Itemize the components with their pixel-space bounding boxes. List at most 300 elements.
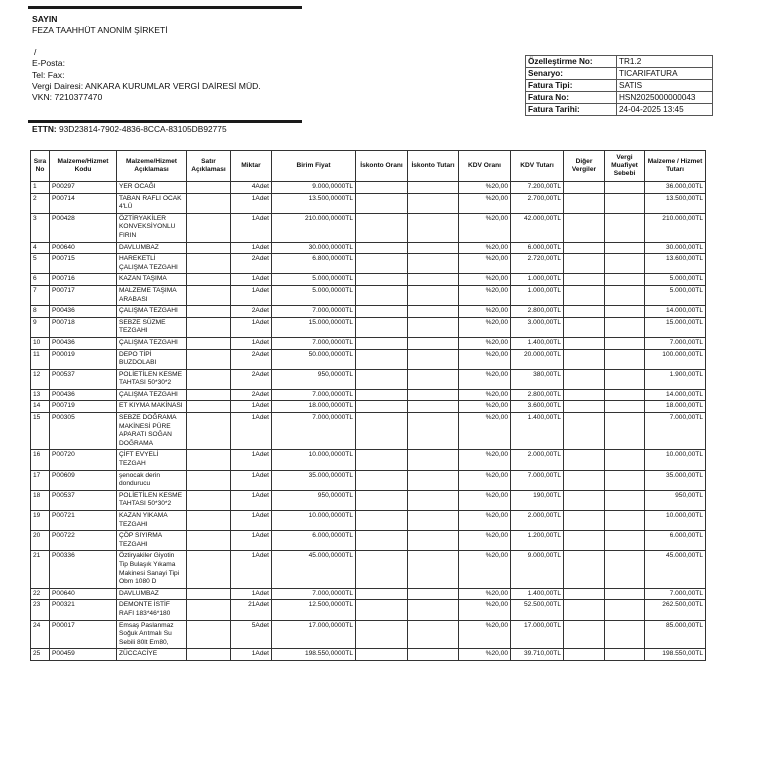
table-cell: P00715: [50, 254, 117, 274]
ettn-value: 93D23814-7902-4836-8CCA-83105DB92775: [58, 124, 227, 134]
table-cell: 7: [31, 285, 50, 305]
table-cell: 42.000,00TL: [511, 213, 564, 242]
table-cell: YER OCAĞI: [117, 182, 187, 194]
table-cell: 1.400,00TL: [511, 588, 564, 600]
table-cell: [605, 254, 645, 274]
table-cell: 1.000,00TL: [511, 285, 564, 305]
table-cell: 1.000,00TL: [511, 274, 564, 286]
table-cell: [605, 649, 645, 661]
table-cell: 10: [31, 337, 50, 349]
table-cell: 30.000,00TL: [645, 242, 706, 254]
table-cell: 2Adet: [231, 369, 272, 389]
table-cell: [564, 413, 605, 450]
table-cell: 11: [31, 349, 50, 369]
table-cell: [408, 470, 459, 490]
meta-row: [526, 68, 713, 80]
table-cell: [605, 470, 645, 490]
table-cell: [605, 182, 645, 194]
table-cell: 35.000,00TL: [645, 470, 706, 490]
table-cell: [605, 511, 645, 531]
meta-value: 24-04-2025 13:45: [617, 104, 713, 116]
table-cell: [408, 450, 459, 470]
column-header: Miktar: [231, 151, 272, 182]
table-cell: [356, 182, 408, 194]
table-cell: [187, 193, 231, 213]
column-header: İskonto Oranı: [356, 151, 408, 182]
table-cell: 2.000,00TL: [511, 511, 564, 531]
table-cell: 17.000,0000TL: [272, 620, 356, 649]
table-cell: 13.600,00TL: [645, 254, 706, 274]
table-cell: ET KIYMA MAKİNASI: [117, 401, 187, 413]
table-row: [31, 413, 706, 450]
table-cell: [564, 490, 605, 510]
table-cell: 50.000,0000TL: [272, 349, 356, 369]
table-cell: 9.000,0000TL: [272, 182, 356, 194]
table-cell: 13.500,0000TL: [272, 193, 356, 213]
table-cell: [564, 254, 605, 274]
table-cell: 1Adet: [231, 588, 272, 600]
table-cell: [564, 285, 605, 305]
table-cell: [408, 511, 459, 531]
table-row: [31, 274, 706, 286]
table-cell: Öztiryakiler Giyotin Tip Bulaşık Yıkama Makinesi Sanayi Tipi Obm 1080 D: [117, 551, 187, 588]
table-cell: [605, 413, 645, 450]
table-cell: P00609: [50, 470, 117, 490]
table-cell: [408, 551, 459, 588]
table-cell: [356, 306, 408, 318]
column-header: KDV Tutarı: [511, 151, 564, 182]
table-cell: %20,00: [459, 401, 511, 413]
table-cell: [187, 213, 231, 242]
table-cell: 45.000,0000TL: [272, 551, 356, 588]
table-cell: [564, 531, 605, 551]
table-cell: 2.800,00TL: [511, 306, 564, 318]
table-cell: %20,00: [459, 285, 511, 305]
table-cell: P00716: [50, 274, 117, 286]
table-row: [31, 620, 706, 649]
table-cell: [564, 349, 605, 369]
table-row: [31, 369, 706, 389]
table-cell: POLİETİLEN KESME TAHTASI 50*30*2: [117, 490, 187, 510]
column-header: Satır Açıklaması: [187, 151, 231, 182]
table-cell: DEMONTE İSTİF RAFI 183*46*180: [117, 600, 187, 620]
table-cell: 6.000,00TL: [645, 531, 706, 551]
table-cell: [408, 490, 459, 510]
table-cell: P00017: [50, 620, 117, 649]
table-cell: [356, 193, 408, 213]
table-cell: [564, 620, 605, 649]
table-cell: [408, 369, 459, 389]
table-cell: 5.000,00TL: [645, 274, 706, 286]
meta-row: [526, 104, 713, 116]
table-cell: 9.000,00TL: [511, 551, 564, 588]
table-cell: 23: [31, 600, 50, 620]
table-cell: 20: [31, 531, 50, 551]
table-cell: 21: [31, 551, 50, 588]
table-cell: [605, 531, 645, 551]
table-cell: 1Adet: [231, 470, 272, 490]
table-cell: [408, 242, 459, 254]
table-cell: [564, 401, 605, 413]
table-cell: TABAN RAFLI OCAK 4'LÜ: [117, 193, 187, 213]
table-cell: [187, 588, 231, 600]
table-cell: 1Adet: [231, 285, 272, 305]
table-cell: %20,00: [459, 413, 511, 450]
table-cell: [187, 401, 231, 413]
table-cell: 18: [31, 490, 50, 510]
table-cell: [408, 182, 459, 194]
table-cell: [356, 285, 408, 305]
table-cell: 15.000,00TL: [645, 317, 706, 337]
table-cell: [187, 254, 231, 274]
table-cell: P00722: [50, 531, 117, 551]
table-cell: [605, 274, 645, 286]
table-cell: 10.000,00TL: [645, 450, 706, 470]
buyer-tax-office: Vergi Dairesi: ANKARA KURUMLAR VERGİ DAİRESİ MÜD.: [32, 81, 261, 92]
table-cell: 1: [31, 182, 50, 194]
table-cell: [356, 242, 408, 254]
table-cell: P00714: [50, 193, 117, 213]
table-cell: POLİETİLEN KESME TAHTASI 50*30*2: [117, 369, 187, 389]
table-cell: [187, 531, 231, 551]
table-cell: %20,00: [459, 349, 511, 369]
table-cell: 16: [31, 450, 50, 470]
table-cell: 45.000,00TL: [645, 551, 706, 588]
table-cell: [605, 349, 645, 369]
table-cell: 12: [31, 369, 50, 389]
table-cell: %20,00: [459, 490, 511, 510]
table-cell: 15.000,0000TL: [272, 317, 356, 337]
meta-key: Özelleştirme No:: [526, 56, 617, 68]
table-cell: [408, 401, 459, 413]
table-cell: [605, 600, 645, 620]
table-cell: 1Adet: [231, 242, 272, 254]
table-row: [31, 193, 706, 213]
table-cell: 13.500,00TL: [645, 193, 706, 213]
table-cell: P00336: [50, 551, 117, 588]
table-row: [31, 213, 706, 242]
table-cell: [187, 274, 231, 286]
table-cell: [187, 306, 231, 318]
table-cell: [564, 337, 605, 349]
table-cell: [187, 389, 231, 401]
table-row: [31, 254, 706, 274]
table-cell: 18.000,00TL: [645, 401, 706, 413]
table-cell: %20,00: [459, 511, 511, 531]
meta-key: Fatura Tipi:: [526, 80, 617, 92]
table-cell: [408, 620, 459, 649]
table-cell: [356, 600, 408, 620]
table-cell: 950,00TL: [645, 490, 706, 510]
table-cell: 22: [31, 588, 50, 600]
table-cell: P00305: [50, 413, 117, 450]
table-cell: P00297: [50, 182, 117, 194]
table-cell: 7.000,0000TL: [272, 413, 356, 450]
meta-row: [526, 56, 713, 68]
table-cell: P00436: [50, 306, 117, 318]
table-cell: [564, 389, 605, 401]
table-cell: ZÜCCACİYE: [117, 649, 187, 661]
table-cell: MALZEME TAŞIMA ARABASI: [117, 285, 187, 305]
table-cell: 198.550,0000TL: [272, 649, 356, 661]
table-cell: 35.000,0000TL: [272, 470, 356, 490]
table-cell: [408, 413, 459, 450]
table-cell: P00721: [50, 511, 117, 531]
table-cell: [408, 349, 459, 369]
table-cell: [605, 389, 645, 401]
table-cell: [356, 551, 408, 588]
table-cell: [408, 317, 459, 337]
table-cell: [408, 337, 459, 349]
table-cell: 4: [31, 242, 50, 254]
table-cell: [408, 600, 459, 620]
table-cell: [356, 274, 408, 286]
table-cell: 380,00TL: [511, 369, 564, 389]
table-cell: 85.000,00TL: [645, 620, 706, 649]
table-cell: 2: [31, 193, 50, 213]
table-cell: [564, 242, 605, 254]
table-cell: 7.000,00TL: [645, 588, 706, 600]
table-cell: 14.000,00TL: [645, 389, 706, 401]
table-cell: 6.800,0000TL: [272, 254, 356, 274]
table-cell: [356, 511, 408, 531]
table-cell: ÖZTİRYAKİLER KONVEKSİYONLU FIRIN: [117, 213, 187, 242]
table-cell: [187, 450, 231, 470]
table-cell: 5Adet: [231, 620, 272, 649]
table-cell: 2.720,00TL: [511, 254, 564, 274]
table-row: [31, 242, 706, 254]
table-cell: [187, 182, 231, 194]
table-cell: [356, 531, 408, 551]
table-cell: %20,00: [459, 182, 511, 194]
table-cell: %20,00: [459, 450, 511, 470]
table-row: [31, 285, 706, 305]
table-cell: [564, 470, 605, 490]
table-cell: P00640: [50, 588, 117, 600]
table-cell: [187, 369, 231, 389]
meta-value: HSN2025000000043: [617, 92, 713, 104]
buyer-email: E-Posta:: [32, 58, 65, 69]
table-cell: ÇALIŞMA TEZGAHI: [117, 337, 187, 349]
table-cell: 1.200,00TL: [511, 531, 564, 551]
table-cell: 2Adet: [231, 389, 272, 401]
table-cell: [356, 337, 408, 349]
meta-key: Fatura No:: [526, 92, 617, 104]
table-row: [31, 401, 706, 413]
table-cell: 52.500,00TL: [511, 600, 564, 620]
table-cell: [564, 649, 605, 661]
table-cell: [564, 369, 605, 389]
table-row: [31, 182, 706, 194]
table-cell: [408, 193, 459, 213]
table-cell: [187, 490, 231, 510]
table-cell: [408, 531, 459, 551]
table-cell: 39.710,00TL: [511, 649, 564, 661]
table-cell: [564, 511, 605, 531]
table-cell: %20,00: [459, 389, 511, 401]
meta-value: TR1.2: [617, 56, 713, 68]
table-cell: P00537: [50, 369, 117, 389]
table-cell: [605, 193, 645, 213]
table-cell: 1Adet: [231, 649, 272, 661]
table-cell: 3.600,00TL: [511, 401, 564, 413]
table-cell: [564, 551, 605, 588]
table-cell: [187, 413, 231, 450]
meta-key: Fatura Tarihi:: [526, 104, 617, 116]
table-cell: 1Adet: [231, 413, 272, 450]
table-cell: 198.550,00TL: [645, 649, 706, 661]
buyer-name: FEZA TAAHHÜT ANONİM ŞİRKETİ: [32, 25, 168, 36]
table-cell: [356, 254, 408, 274]
table-cell: 7.000,0000TL: [272, 389, 356, 401]
table-cell: 1Adet: [231, 490, 272, 510]
table-cell: [564, 213, 605, 242]
table-cell: 5.000,0000TL: [272, 274, 356, 286]
table-cell: ÇALIŞMA TEZGAHI: [117, 389, 187, 401]
column-header: Birim Fiyat: [272, 151, 356, 182]
table-cell: %20,00: [459, 531, 511, 551]
table-cell: 1Adet: [231, 193, 272, 213]
table-cell: [605, 369, 645, 389]
ettn-label: ETTN:: [32, 124, 57, 134]
table-cell: 36.000,00TL: [645, 182, 706, 194]
table-cell: 8: [31, 306, 50, 318]
table-cell: 1Adet: [231, 401, 272, 413]
table-cell: 10.000,0000TL: [272, 450, 356, 470]
table-cell: 4Adet: [231, 182, 272, 194]
table-row: [31, 649, 706, 661]
table-cell: 7.000,00TL: [511, 470, 564, 490]
meta-key: Senaryo:: [526, 68, 617, 80]
meta-row: [526, 92, 713, 104]
table-cell: P00719: [50, 401, 117, 413]
table-cell: ÇİFT EVYELİ TEZGAH: [117, 450, 187, 470]
table-cell: [408, 213, 459, 242]
table-cell: [187, 600, 231, 620]
table-cell: %20,00: [459, 588, 511, 600]
table-cell: 7.000,0000TL: [272, 337, 356, 349]
table-cell: 1Adet: [231, 337, 272, 349]
table-cell: 1.400,00TL: [511, 413, 564, 450]
table-cell: P00718: [50, 317, 117, 337]
table-cell: %20,00: [459, 369, 511, 389]
table-row: [31, 450, 706, 470]
table-cell: [356, 389, 408, 401]
table-cell: 14.000,00TL: [645, 306, 706, 318]
table-cell: [564, 588, 605, 600]
table-cell: ÇÖP SIYIRMA TEZGAHI: [117, 531, 187, 551]
table-cell: 7.000,00TL: [645, 337, 706, 349]
table-cell: 1Adet: [231, 213, 272, 242]
table-cell: [356, 369, 408, 389]
table-cell: 24: [31, 620, 50, 649]
table-cell: 1Adet: [231, 274, 272, 286]
table-cell: [187, 349, 231, 369]
table-cell: [356, 470, 408, 490]
table-cell: 17.000,00TL: [511, 620, 564, 649]
table-cell: DAVLUMBAZ: [117, 588, 187, 600]
table-cell: KAZAN TAŞIMA: [117, 274, 187, 286]
table-cell: [605, 317, 645, 337]
table-cell: P00321: [50, 600, 117, 620]
table-cell: ÇALIŞMA TEZGAHI: [117, 306, 187, 318]
table-cell: [605, 450, 645, 470]
table-cell: %20,00: [459, 306, 511, 318]
top-divider: [28, 6, 302, 9]
table-cell: 1Adet: [231, 551, 272, 588]
table-row: [31, 349, 706, 369]
table-cell: 5: [31, 254, 50, 274]
table-cell: [356, 588, 408, 600]
table-cell: [605, 242, 645, 254]
table-cell: [564, 306, 605, 318]
ettn: [32, 124, 227, 134]
table-cell: [605, 285, 645, 305]
table-cell: 1Adet: [231, 511, 272, 531]
column-header: Malzeme/Hizmet Kodu: [50, 151, 117, 182]
table-cell: SEBZE SÜZME TEZGAHI: [117, 317, 187, 337]
table-cell: 10.000,0000TL: [272, 511, 356, 531]
buyer-slash: /: [34, 46, 37, 57]
column-header: Vergi Muafiyet Sebebi: [605, 151, 645, 182]
table-cell: [605, 213, 645, 242]
table-cell: 25: [31, 649, 50, 661]
table-cell: 6.000,0000TL: [272, 531, 356, 551]
table-cell: [408, 588, 459, 600]
table-cell: 14: [31, 401, 50, 413]
table-cell: [564, 193, 605, 213]
table-cell: [605, 337, 645, 349]
table-cell: [605, 306, 645, 318]
table-cell: %20,00: [459, 649, 511, 661]
table-cell: 15: [31, 413, 50, 450]
table-cell: P00436: [50, 389, 117, 401]
table-cell: 210.000,00TL: [645, 213, 706, 242]
table-row: [31, 337, 706, 349]
column-header: KDV Oranı: [459, 151, 511, 182]
table-cell: HAREKETLİ ÇALIŞMA TEZGAHI: [117, 254, 187, 274]
table-row: [31, 600, 706, 620]
table-cell: [408, 389, 459, 401]
table-cell: 2Adet: [231, 349, 272, 369]
table-cell: P00717: [50, 285, 117, 305]
column-header: Malzeme / Hizmet Tutarı: [645, 151, 706, 182]
column-header: Malzeme/Hizmet Açıklaması: [117, 151, 187, 182]
table-cell: [187, 242, 231, 254]
table-cell: [605, 401, 645, 413]
table-cell: 21Adet: [231, 600, 272, 620]
table-cell: [408, 274, 459, 286]
table-cell: Emsaş Paslanmaz Soğuk Arıtmalı Su Sebili 80lt Em80,: [117, 620, 187, 649]
table-cell: [408, 254, 459, 274]
table-cell: DAVLUMBAZ: [117, 242, 187, 254]
table-cell: 6.000,00TL: [511, 242, 564, 254]
table-cell: 2.000,00TL: [511, 450, 564, 470]
table-cell: %20,00: [459, 242, 511, 254]
table-cell: P00436: [50, 337, 117, 349]
table-row: [31, 531, 706, 551]
table-cell: 20.000,00TL: [511, 349, 564, 369]
invoice-meta-table: [525, 55, 713, 116]
meta-value: SATIS: [617, 80, 713, 92]
table-cell: P00720: [50, 450, 117, 470]
table-cell: 3: [31, 213, 50, 242]
table-cell: 9: [31, 317, 50, 337]
table-cell: %20,00: [459, 193, 511, 213]
table-cell: [187, 511, 231, 531]
table-cell: [356, 413, 408, 450]
table-cell: [187, 649, 231, 661]
